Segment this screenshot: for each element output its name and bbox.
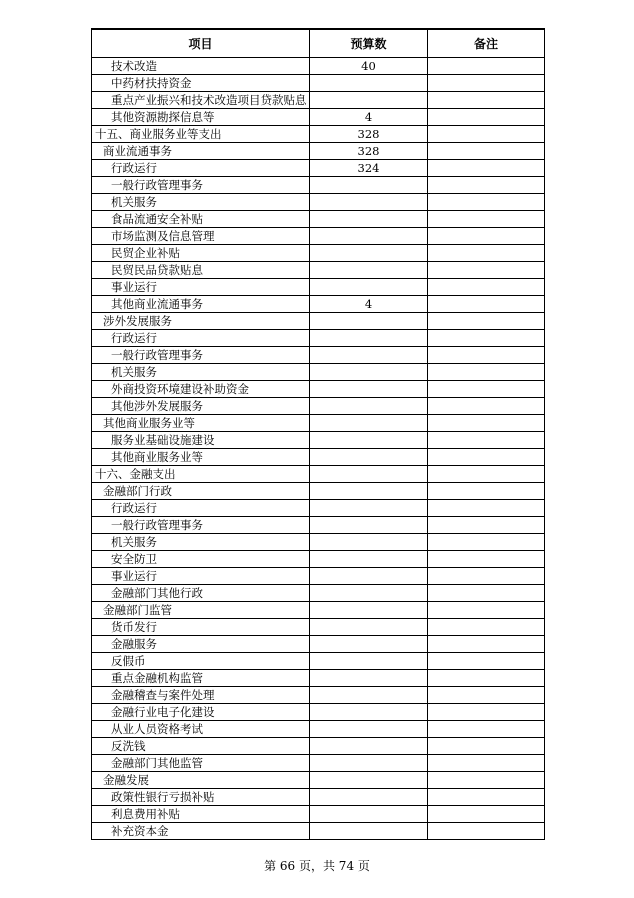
header-budget: 预算数 [310, 29, 428, 58]
table-row [92, 551, 545, 568]
note-cell [428, 670, 545, 687]
budget-cell: 328 [310, 126, 428, 143]
note-cell [428, 806, 545, 823]
budget-cell: 4 [310, 109, 428, 126]
budget-cell [310, 466, 428, 483]
note-cell [428, 755, 545, 772]
note-cell [428, 245, 545, 262]
table-row [92, 109, 545, 126]
budget-cell: 328 [310, 143, 428, 160]
item-cell: 服务业基础设施建设 [92, 432, 310, 449]
note-cell [428, 721, 545, 738]
table-row [92, 347, 545, 364]
budget-cell [310, 432, 428, 449]
budget-cell [310, 177, 428, 194]
item-cell: 从业人员资格考试 [92, 721, 310, 738]
item-cell: 金融行业电子化建设 [92, 704, 310, 721]
note-cell [428, 636, 545, 653]
item-cell: 技术改造 [92, 58, 310, 75]
budget-cell [310, 398, 428, 415]
note-cell [428, 364, 545, 381]
item-cell: 金融服务 [92, 636, 310, 653]
budget-cell: 324 [310, 160, 428, 177]
note-cell [428, 432, 545, 449]
budget-cell [310, 534, 428, 551]
budget-cell [310, 381, 428, 398]
budget-cell [310, 313, 428, 330]
budget-cell [310, 653, 428, 670]
item-cell: 金融部门其他监管 [92, 755, 310, 772]
item-cell: 安全防卫 [92, 551, 310, 568]
table-row [92, 755, 545, 772]
table-row [92, 449, 545, 466]
item-cell: 其他商业流通事务 [92, 296, 310, 313]
budget-cell [310, 551, 428, 568]
note-cell [428, 823, 545, 840]
item-cell: 金融部门监管 [92, 602, 310, 619]
item-cell: 反假币 [92, 653, 310, 670]
note-cell [428, 551, 545, 568]
note-cell [428, 585, 545, 602]
note-cell [428, 398, 545, 415]
table-row [92, 517, 545, 534]
budget-cell: 40 [310, 58, 428, 75]
item-cell: 一般行政管理事务 [92, 347, 310, 364]
item-cell: 货币发行 [92, 619, 310, 636]
budget-cell [310, 500, 428, 517]
note-cell [428, 704, 545, 721]
table-row [92, 330, 545, 347]
budget-cell [310, 772, 428, 789]
note-cell [428, 381, 545, 398]
item-cell: 一般行政管理事务 [92, 177, 310, 194]
note-cell [428, 602, 545, 619]
item-cell: 外商投资环境建设补助资金 [92, 381, 310, 398]
note-cell [428, 279, 545, 296]
item-cell: 利息费用补贴 [92, 806, 310, 823]
item-cell: 其他涉外发展服务 [92, 398, 310, 415]
budget-cell [310, 789, 428, 806]
table-row [92, 296, 545, 313]
table-row [92, 534, 545, 551]
table-row [92, 211, 545, 228]
note-cell [428, 109, 545, 126]
budget-cell [310, 279, 428, 296]
table-row [92, 228, 545, 245]
budget-cell [310, 211, 428, 228]
table-row [92, 58, 545, 75]
item-cell: 补充资本金 [92, 823, 310, 840]
budget-cell [310, 670, 428, 687]
table-row [92, 619, 545, 636]
note-cell [428, 313, 545, 330]
item-cell: 其他商业服务业等 [92, 449, 310, 466]
budget-cell [310, 687, 428, 704]
table-row [92, 687, 545, 704]
table-row [92, 126, 545, 143]
item-cell: 涉外发展服务 [92, 313, 310, 330]
note-cell [428, 449, 545, 466]
budget-cell [310, 738, 428, 755]
table-row [92, 738, 545, 755]
note-cell [428, 262, 545, 279]
note-cell [428, 126, 545, 143]
budget-cell [310, 721, 428, 738]
note-cell [428, 738, 545, 755]
table-row [92, 500, 545, 517]
budget-cell [310, 330, 428, 347]
table-row [92, 381, 545, 398]
table-row [92, 602, 545, 619]
note-cell [428, 177, 545, 194]
table-row [92, 806, 545, 823]
budget-cell [310, 483, 428, 500]
table-row [92, 585, 545, 602]
budget-cell [310, 415, 428, 432]
note-cell [428, 483, 545, 500]
budget-cell [310, 228, 428, 245]
note-cell [428, 92, 545, 109]
item-cell: 金融部门行政 [92, 483, 310, 500]
item-cell: 机关服务 [92, 364, 310, 381]
budget-cell [310, 262, 428, 279]
table-row [92, 92, 545, 109]
item-cell: 金融发展 [92, 772, 310, 789]
table-row [92, 721, 545, 738]
note-cell [428, 415, 545, 432]
item-cell: 市场监测及信息管理 [92, 228, 310, 245]
item-cell: 十六、金融支出 [92, 466, 310, 483]
table-row [92, 483, 545, 500]
table-row [92, 823, 545, 840]
item-cell: 民贸企业补贴 [92, 245, 310, 262]
note-cell [428, 534, 545, 551]
item-cell: 事业运行 [92, 568, 310, 585]
table-row [92, 160, 545, 177]
item-cell: 机关服务 [92, 534, 310, 551]
budget-cell [310, 755, 428, 772]
note-cell [428, 228, 545, 245]
budget-cell [310, 347, 428, 364]
item-cell: 中药材扶持资金 [92, 75, 310, 92]
table-row [92, 143, 545, 160]
note-cell [428, 58, 545, 75]
table-row [92, 568, 545, 585]
note-cell [428, 568, 545, 585]
note-cell [428, 619, 545, 636]
note-cell [428, 500, 545, 517]
item-cell: 机关服务 [92, 194, 310, 211]
table-row [92, 398, 545, 415]
note-cell [428, 296, 545, 313]
page-number: 第 66 页，共 74 页 [264, 859, 370, 873]
item-cell: 行政运行 [92, 330, 310, 347]
budget-cell [310, 449, 428, 466]
note-cell [428, 466, 545, 483]
note-cell [428, 143, 545, 160]
note-cell [428, 330, 545, 347]
table-row [92, 704, 545, 721]
note-cell [428, 517, 545, 534]
note-cell [428, 211, 545, 228]
budget-cell [310, 75, 428, 92]
table-row [92, 466, 545, 483]
table-row [92, 772, 545, 789]
table-row [92, 432, 545, 449]
budget-cell [310, 704, 428, 721]
note-cell [428, 347, 545, 364]
item-cell: 商业流通事务 [92, 143, 310, 160]
budget-cell [310, 245, 428, 262]
table-row [92, 262, 545, 279]
table-row [92, 194, 545, 211]
budget-cell [310, 636, 428, 653]
table-row [92, 653, 545, 670]
item-cell: 事业运行 [92, 279, 310, 296]
table-body [92, 58, 545, 840]
table-row [92, 245, 545, 262]
item-cell: 重点金融机构监管 [92, 670, 310, 687]
budget-cell [310, 92, 428, 109]
budget-cell [310, 568, 428, 585]
header-note: 备注 [428, 29, 545, 58]
note-cell [428, 687, 545, 704]
table-row [92, 177, 545, 194]
item-cell: 一般行政管理事务 [92, 517, 310, 534]
header-row [92, 29, 545, 58]
item-cell: 其他资源勘探信息等 [92, 109, 310, 126]
budget-cell [310, 619, 428, 636]
item-cell: 行政运行 [92, 160, 310, 177]
budget-cell [310, 823, 428, 840]
item-cell: 重点产业振兴和技术改造项目贷款贴息 [92, 92, 310, 109]
item-cell: 金融部门其他行政 [92, 585, 310, 602]
item-cell: 食品流通安全补贴 [92, 211, 310, 228]
note-cell [428, 75, 545, 92]
item-cell: 民贸民品贷款贴息 [92, 262, 310, 279]
table-row [92, 636, 545, 653]
table-row [92, 364, 545, 381]
header-item: 项目 [92, 29, 310, 58]
table-row [92, 670, 545, 687]
item-cell: 行政运行 [92, 500, 310, 517]
note-cell [428, 789, 545, 806]
budget-cell [310, 585, 428, 602]
item-cell: 反洗钱 [92, 738, 310, 755]
budget-table [91, 28, 545, 840]
table-row [92, 75, 545, 92]
note-cell [428, 194, 545, 211]
item-cell: 其他商业服务业等 [92, 415, 310, 432]
budget-cell [310, 364, 428, 381]
budget-cell: 4 [310, 296, 428, 313]
note-cell [428, 160, 545, 177]
budget-cell [310, 517, 428, 534]
item-cell: 政策性银行亏损补贴 [92, 789, 310, 806]
table-row [92, 313, 545, 330]
budget-cell [310, 602, 428, 619]
budget-cell [310, 194, 428, 211]
item-cell: 金融稽查与案件处理 [92, 687, 310, 704]
item-cell: 十五、商业服务业等支出 [92, 126, 310, 143]
budget-cell [310, 806, 428, 823]
table-row [92, 415, 545, 432]
note-cell [428, 772, 545, 789]
table-row [92, 279, 545, 296]
note-cell [428, 653, 545, 670]
table-row [92, 789, 545, 806]
